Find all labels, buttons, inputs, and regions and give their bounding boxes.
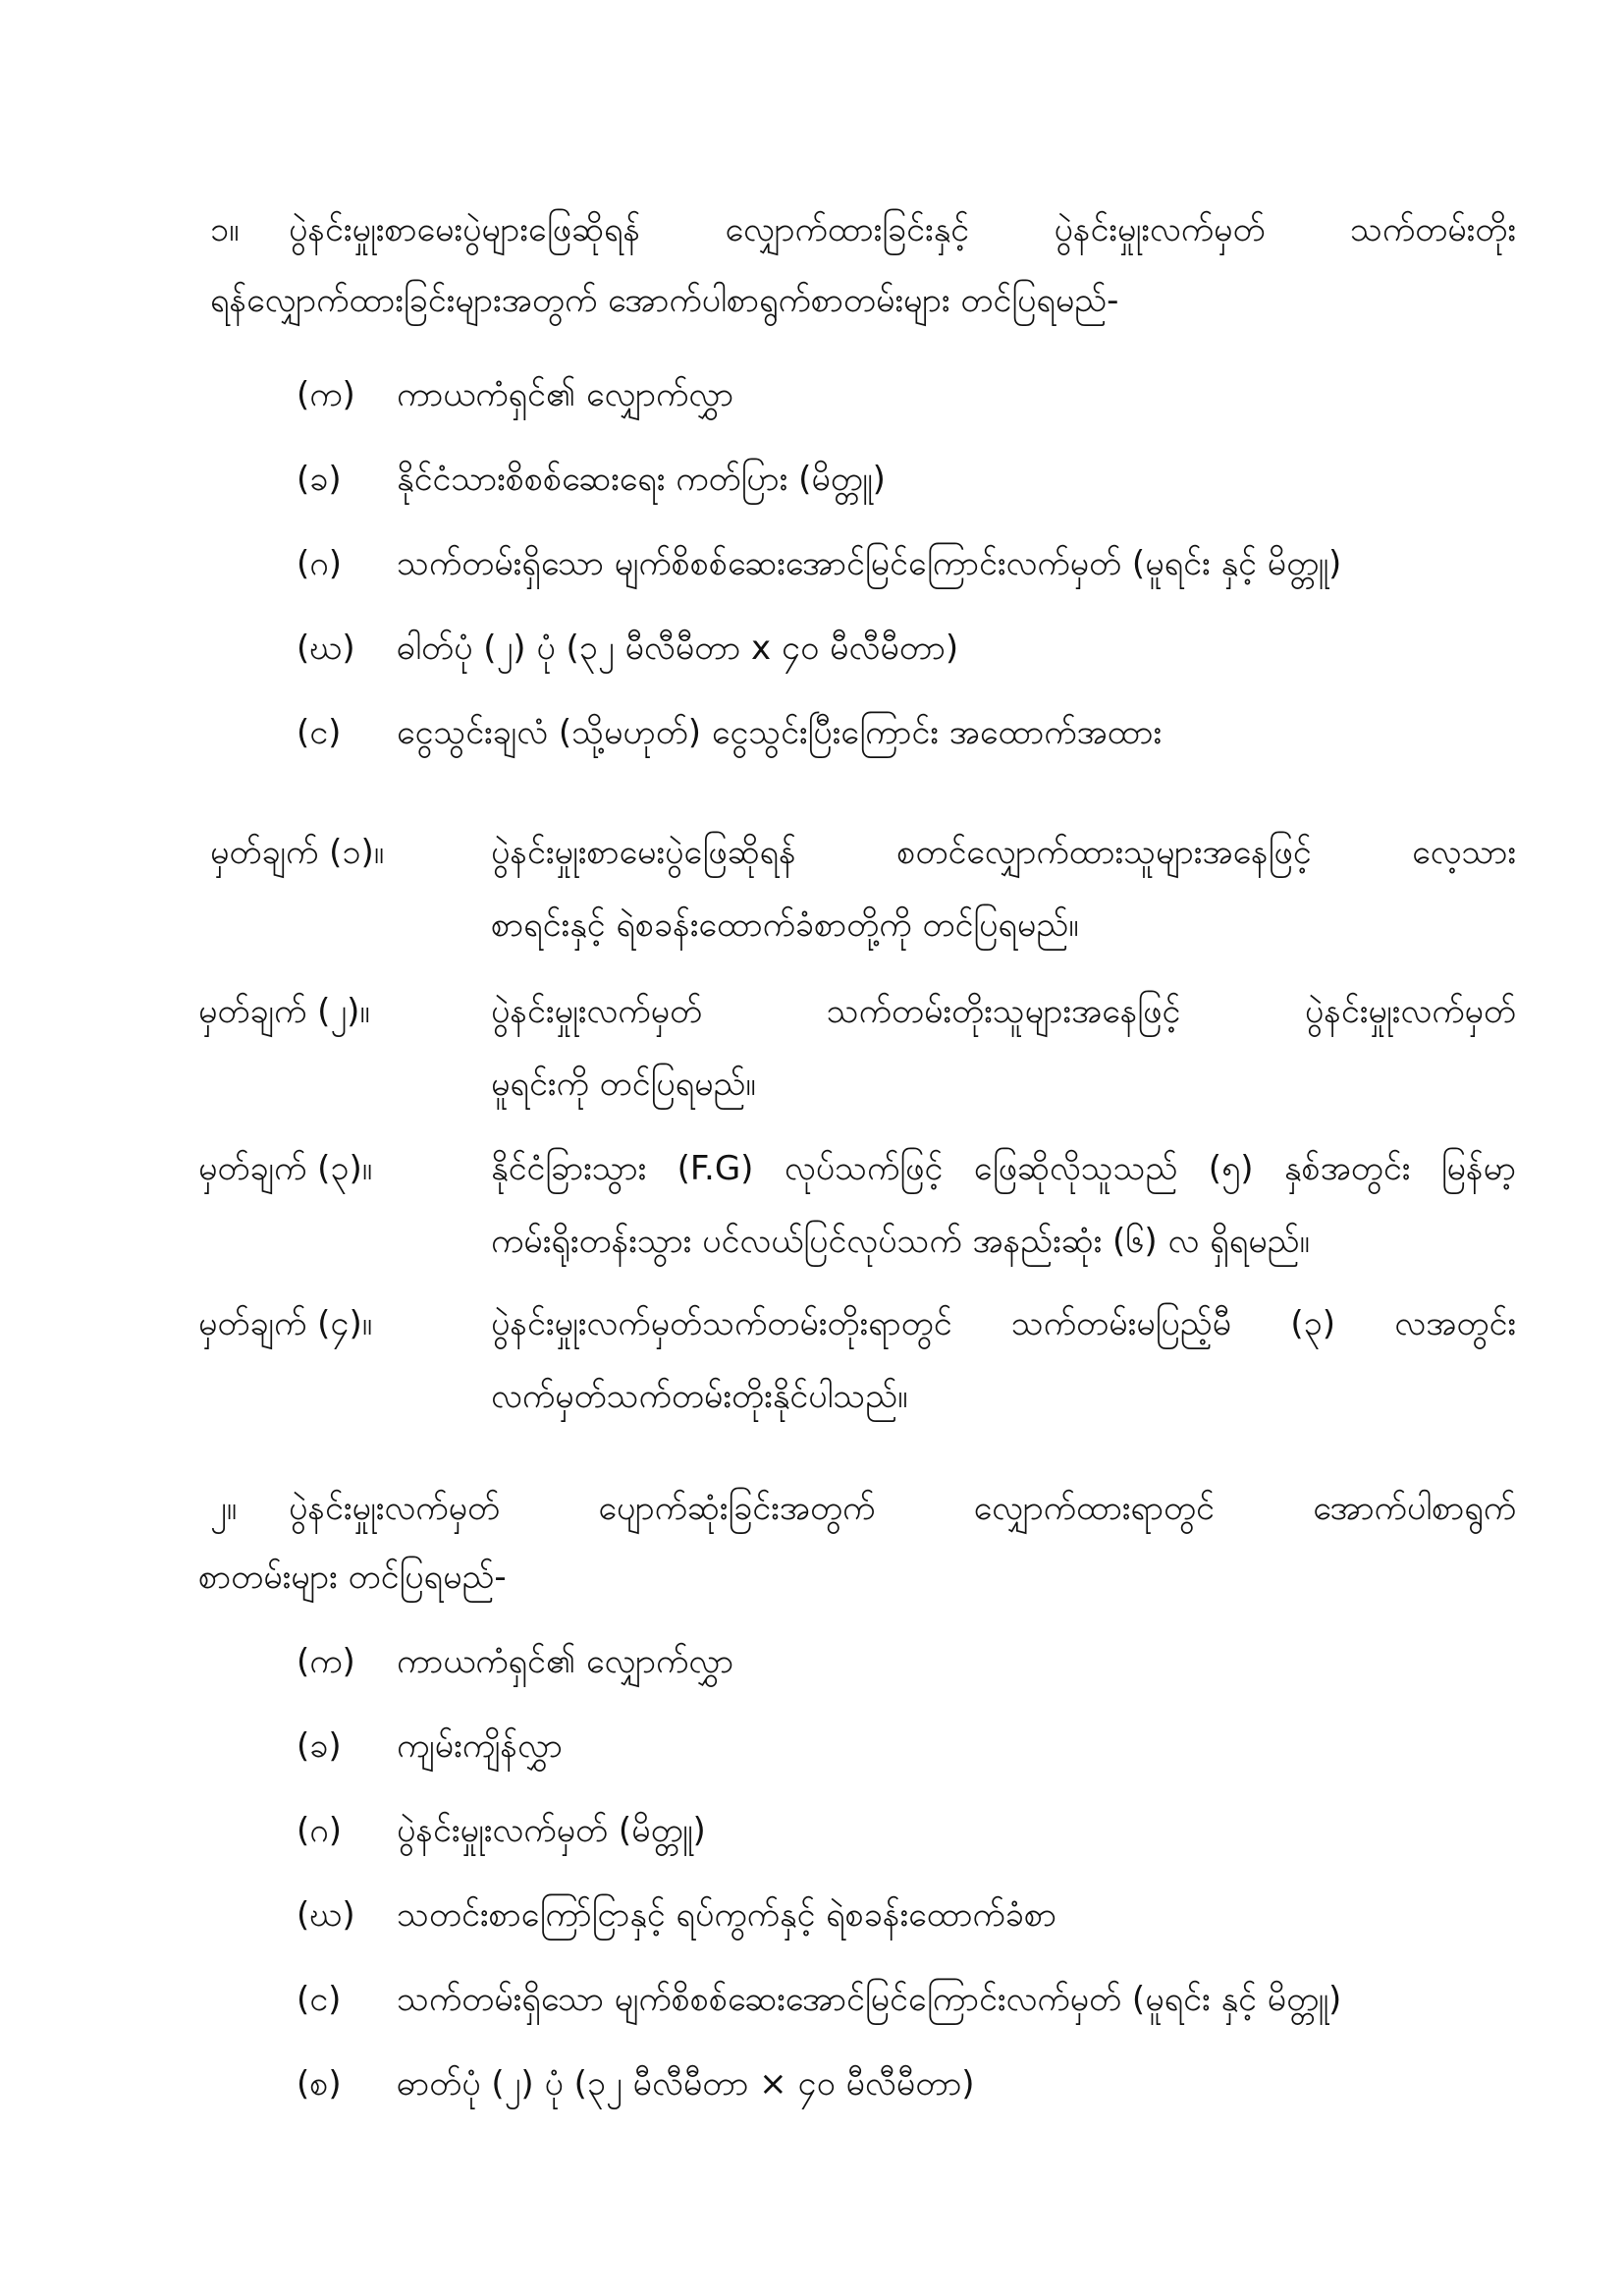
section-2-item-label: (င) bbox=[297, 1980, 342, 2019]
section-2-intro-line-2: စာတမ်းများ တင်ပြရမည်- bbox=[198, 1558, 507, 1597]
note-label: မှတ်ချက် (၄)။ bbox=[198, 1304, 373, 1343]
section-1-item-label: (က) bbox=[297, 375, 355, 414]
section-1-item-label: (င) bbox=[297, 713, 342, 752]
section-1-item-text: ကာယကံရှင်၏ လျှောက်လွှာ bbox=[397, 375, 734, 414]
section-1-intro-line-1: ပွဲနင်းမှုုးစာမေးပွဲများဖြေဆိုရန် လျှောက်ထားခြင်းနှင့် ပွဲနင်းမှုုးလက်မှတ် သက်တမ်းတိုး bbox=[289, 210, 1516, 249]
section-2-item-text: ပွဲနင်းမှုုးလက်မှတ် (မိတ္တူ) bbox=[397, 1811, 706, 1850]
note-line-2: မူရင်းကို တင်ပြရမည်။ bbox=[491, 1065, 756, 1104]
note-line-1: ပွဲနင်းမှုုးလက်မှတ်သက်တမ်းတိုးရာတွင် သက်တမ်းမပြည့်မီ (၃) လအတွင်း bbox=[491, 1304, 1516, 1343]
note-line-1: နိုင်ငံခြားသွား (F.G) လုပ်သက်ဖြင့် ဖြေဆိုလိုသူသည် (၅) နှစ်အတွင်း မြန်မာ့ bbox=[491, 1149, 1516, 1188]
note-label: မှတ်ချက် (၁)။ bbox=[210, 833, 385, 872]
section-2-item-label: (က) bbox=[297, 1642, 355, 1681]
section-2-item-label: (စ) bbox=[297, 2064, 342, 2104]
note-line-1: ပွဲနင်းမှုုးစာမေးပွဲဖြေဆိုရန် စတင်လျှောက်ထားသူများအနေဖြင့် လေ့သား bbox=[491, 833, 1516, 872]
section-1-item-label: (ဃ) bbox=[297, 629, 355, 668]
section-1-intro-line-2: ရန်လျှောက်ထားခြင်းများအတွက် အောက်ပါစာရွက်စာတမ်းများ တင်ပြရမည်- bbox=[210, 281, 1119, 320]
section-1-item-text: သက်တမ်းရှိသော မျက်စိစစ်ဆေးအောင်မြင်ကြောင်းလက်မှတ် (မူရင်း နှင့် မိတ္တူ) bbox=[397, 544, 1342, 583]
section-2-intro-line-1: ပွဲနင်းမှုုးလက်မှတ် ပျောက်ဆုံးခြင်းအတွက် လျှောက်ထားရာတွင် အောက်ပါစာရွက် bbox=[289, 1489, 1516, 1528]
section-2-item-text: သတင်းစာကြော်ငြာနှင့် ရပ်ကွက်နှင့် ရဲစခန်းထောက်ခံစာ bbox=[397, 1895, 1056, 1935]
section-1-item-label: (ဂ) bbox=[297, 544, 342, 583]
section-1-item-text: နိုင်ငံသားစိစစ်ဆေးရေး ကတ်ပြား (မိတ္တူ) bbox=[397, 460, 886, 499]
section-2-item-text: ဓာတ်ပုံ (၂) ပုံ (၃၂ မီလီမီတာ × ၄၀ မီလီမီတာ) bbox=[397, 2064, 975, 2104]
note-line-2: စာရင်းနှင့် ရဲစခန်းထောက်ခံစာတို့ကို တင်ပြရမည်။ bbox=[491, 905, 1079, 945]
section-2-item-text: ကာယကံရှင်၏ လျှောက်လွှာ bbox=[397, 1642, 734, 1681]
section-1-item-text: ဓါတ်ပုံ (၂) ပုံ (၃၂ မီလီမီတာ x ၄၀ မီလီမီတာ) bbox=[397, 629, 959, 668]
note-line-2: လက်မှတ်သက်တမ်းတိုးနိုင်ပါသည်။ bbox=[491, 1377, 908, 1416]
section-2-number: ၂။ bbox=[210, 1489, 237, 1528]
section-1-item-text: ငွေသွင်းချလံ (သို့မဟုတ်) ငွေသွင်းပြီးကြောင်း အထောက်အထား bbox=[397, 713, 1163, 752]
section-1-number: ၁။ bbox=[210, 210, 240, 249]
section-1-item-label: (ခ) bbox=[297, 460, 342, 499]
section-2-item-label: (ဃ) bbox=[297, 1895, 355, 1935]
note-label: မှတ်ချက် (၃)။ bbox=[198, 1149, 373, 1188]
section-2-item-text: သက်တမ်းရှိသော မျက်စိစစ်ဆေးအောင်မြင်ကြောင်းလက်မှတ် (မူရင်း နှင့် မိတ္တူ) bbox=[397, 1980, 1342, 2019]
note-line-1: ပွဲနင်းမှုုးလက်မှတ် သက်တမ်းတိုးသူများအနေဖြင့် ပွဲနင်းမှုုးလက်မှတ် bbox=[491, 992, 1516, 1031]
section-2-item-text: ကျမ်းကျိန်လွှာ bbox=[397, 1726, 563, 1766]
note-line-2: ကမ်းရိုးတန်းသွား ပင်လယ်ပြင်လုပ်သက် အနည်းဆုံး (၆) လ ရှိရမည်။ bbox=[491, 1222, 1310, 1261]
section-2-item-label: (ခ) bbox=[297, 1726, 342, 1766]
note-label: မှတ်ချက် (၂)။ bbox=[198, 992, 370, 1031]
section-2-item-label: (ဂ) bbox=[297, 1811, 342, 1850]
